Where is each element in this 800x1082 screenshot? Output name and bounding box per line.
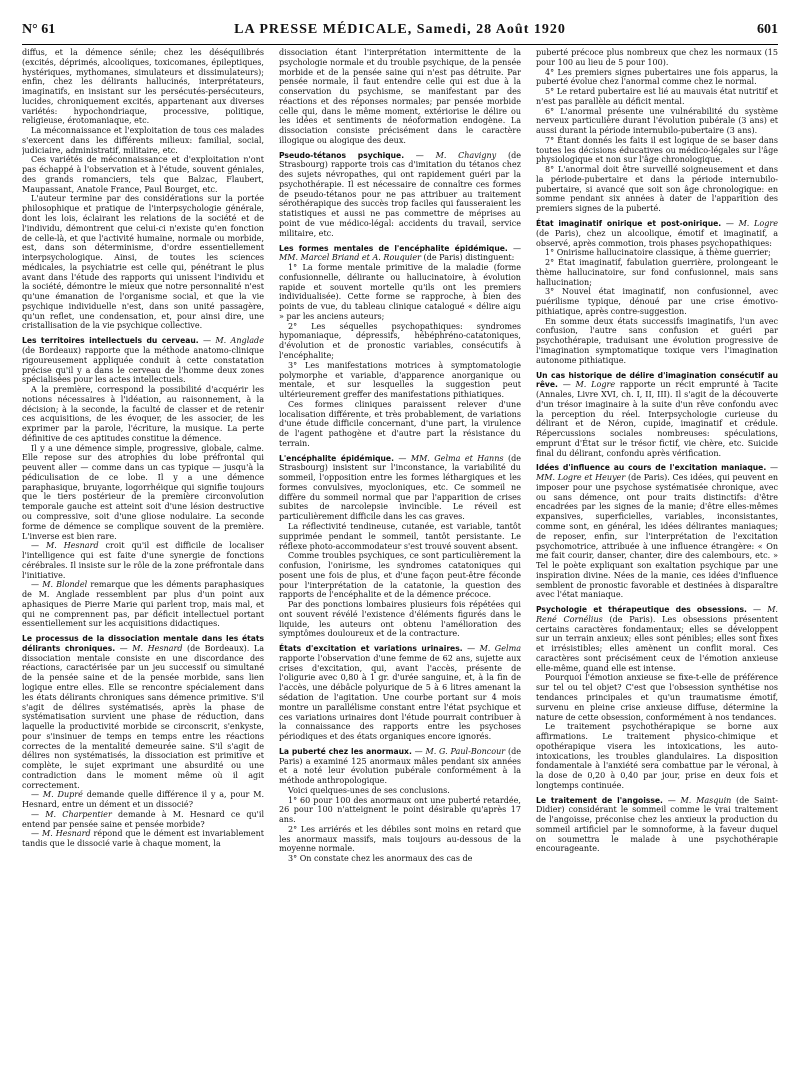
paragraph: 4° Les premiers signes pubertaires une fois apparus, la puberté évolue chez l'anormal comme chez le normal. (536, 67, 778, 87)
section-obsessions: Psychologie et thérapeutique des obsessions. — M. René Cornélius (de Paris). Les obsessions présentent certains caractères fondamentaux; elles se développent sur un terrain anxieux; elles sont pénibles; elles sont fixes et irrésistibles; elles amènent un conflit moral. Ces caractères sont précisément ceux de l'émotion anxieuse elle-même, quand elle est intense. (536, 605, 778, 673)
paragraph: La méconnaissance et l'exploitation de tous ces malades s'exercent dans les différents milieux: familial, social, judiciaire, administratif, militaire, etc. (22, 126, 264, 155)
text: demande à M. Hesnard ce qu'il entend par pensée saine et pensée morbide? (22, 809, 264, 829)
section-author: MM. Gelma et Hanns (410, 453, 504, 463)
text: demande quelle différence il y a, pour M. Hesnard, entre un dément et un dissocié? (22, 790, 264, 810)
section-author: M. Gelma (479, 644, 521, 654)
paragraph: Par des ponctions lombaires plusieurs fois répétées qui ont souvent révélé l'existence d'éléments figurés dans le liquide, les auteurs ont obtenu l'amélioration des symptômes douloureux et de la contracture. (279, 600, 521, 639)
section-author: M. Hesnard (132, 643, 183, 653)
section-author: M. G. Paul-Boncour (425, 746, 506, 756)
page-number: 601 (757, 22, 778, 37)
header-rule (22, 44, 778, 45)
paragraph: Pourquoi l'émotion anxieuse se fixe-t-elle de préférence sur tel ou tel objet? C'est que l'obsession synthétise nos tendances principales et qu'un traumatisme émotif, survenu en pleine crise anxieuse diffuse, détermine la nature de cette obsession, conformément à nos tendances. (536, 673, 778, 722)
paragraph: 5° Le retard pubertaire est lié au mauvais état nutritif et n'est pas parallèle au déficit mental. (536, 87, 778, 106)
paragraph: 3° Les manifestations motrices à symptomatologie polymorphe et variable, d'apparence anorganique ou mentale, et sur lesquelles la suggestion peut ultérieurement greffer des manifestations pithiatiques. (279, 360, 521, 400)
author: M. Charpentier (45, 809, 112, 819)
section-author: M. Masquin (680, 795, 732, 805)
author: M. Blondel (42, 580, 88, 590)
page-header (22, 22, 778, 44)
section-encephalite: L'encéphalite épidémique. — MM. Gelma et Hanns (de Strasbourg) insistent sur l'inconstance, la variabilité du sommeil, l'opposition entre les formes léthargiques et les formes convulsives, myocloniques, etc. Ce sommeil ne diffère du sommeil normal que par l'apparition de crises subites de narcolepsie invincible. Le réveil est particulièrement difficile dans les cas graves. (279, 453, 521, 522)
paragraph: — M. Dupré demande quelle différence il y a, pour M. Hesnard, entre un dément et un dissocié? (22, 790, 264, 810)
paragraph: La réflectivité tendineuse, cutanée, est variable, tantôt supprimée pendant le sommeil, tantôt persistante. Le réflexe photo-accommodateur s'est trouvé souvent absent. (279, 521, 521, 551)
paragraph: Ces variétés de méconnaissance et d'exploitation n'ont pas échappé à l'observation et à l'étude, souvent géniales, des grands romanciers, tels que Balzac, Flaubert, Maupassant, Anatole France, Paul Bourget, etc. (22, 155, 264, 194)
section-author: M. Logre (575, 380, 616, 390)
section-text: (de Strasbourg) rapporte trois cas d'imitation du tétanos chez des sujets névropathes, qui ont rapidement guéri par la psychothérapie. Il est nécessaire de connaître ces formes de pseudo-tétanos pour ne pas attribuer au traitement sérothérapique des succès trop faciles qui fausseraient les statistiques et aussi ne pas commettre de méprises au point de vue médico-légal: accidents du travail, service militaire, etc. (279, 150, 521, 238)
section-author: M. Logre (738, 219, 778, 229)
section-heading: État imaginatif onirique et post-onirique. (536, 219, 722, 229)
author: M. Hesnard (41, 829, 91, 839)
paragraph: — M. Hesnard répond que le dément est invariablement tandis que le dissocié varie à chaque moment, la (22, 829, 264, 849)
section-author: MM. Marcel Briand et A. Rouquier (279, 253, 421, 263)
text: répond que le dément est invariablement tandis que le dissocié varie à chaque moment, la (22, 829, 264, 849)
section-text: (de Strasbourg) insistent sur l'inconstance, la variabilité du sommeil, l'opposition entre les formes léthargiques et les formes convulsives, myocloniques, etc. Ce sommeil ne diffère du sommeil normal que par l'apparition de crises subites de narcolepsie invincible. Le réveil est particulièrement difficile dans les cas graves. (279, 453, 521, 522)
section-author: M. Anglade (215, 336, 264, 346)
section-text: (de Paris) a examiné 125 anormaux mâles pendant six années et a noté leur évolution pubérale conformément à la méthode anthropologique. (279, 746, 521, 786)
column-2 (279, 48, 521, 1078)
section-text: (de Paris) distinguent: (423, 253, 515, 263)
section-author: MM. Logre et Heuyer (536, 473, 626, 483)
section-formes-mentales: Les formes mentales de l'encéphalite épidémique. — MM. Marcel Briand et A. Rouquier (de Paris) distinguent: (279, 243, 521, 263)
paragraph: L'auteur termine par des considérations sur la portée philosophique et pratique de l'interpsychologie générale, dont les lois, éclairant les relations de la société et de l'individu, démontrent que celui-ci n'existe qu'en fonction de celle-là, et que l'activité humaine, normale ou morbide, est, dans son déterminisme, d'ordre essentiellement interpsychologique. Ainsi, de toutes les sciences médicales, la psychiatrie est celle qui, pénétrant le plus avant dans l'étude des rapports qui unissent l'individu et la société, démontre le mieux que notre personnalité n'est qu'une émanation de l'organisme social, et que la vie psychique individuelle n'est, dans son unité passagère, qu'un reflet, une condensation, et, pour ainsi dire, une cristallisation de la vie psychique collective. (22, 194, 264, 331)
paragraph: En somme deux états successifs imaginatifs, l'un avec confusion, l'autre sans confusion et guéri par psychothérapie, traduisant une évolution progressive de l'imagination symptomatique toxique vers l'imagination autonome pithiatique. (536, 316, 778, 365)
paragraph: Il y a une démence simple, progressive, globale, calme. Elle repose sur des atrophies du lobe préfrontal qui peuvent aller — comme dans un cas typique — jusqu'à la pédiculisation de ce lobe. Il y a une démence paraphasique, bruyante, logorrhéique qui signifie toujours que le tiers postérieur de la première circonvolution temporale gauche est atteint soit d'une lésion destructive ou compressive, soit d'une gliose nodulaire. La seconde forme de démence se complique souvent de la première. L'inverse est bien rare. (22, 443, 264, 541)
section-text: (de Bordeaux). La dissociation mentale consiste en une discordance des réactions, caractérisée par un jeu successif ou simultané de la pensée saine et de la pensée morbide, sans lien logique entre elles. Elle se rencontre spécialement dans les états délirants chroniques sans démence primitive. S'il s'agit de délires systématisés, après la phase de systématisation survient une phase de réduction, dans laquelle la productivité morbide se circonscrit, s'enkyste, pour s'insinuer de temps en temps entre les réactions correctes de la mentalité demeurée saine. S'il s'agit de délires non systématisés, la dissociation est primitive et complète, le sujet exprimant une absurdité ou une contradiction dans le moment même où il agit correctement. (22, 643, 264, 790)
paragraph: 1° La forme mentale primitive de la maladie (forme confusionnelle, délirante ou hallucinatoire, à évolution rapide et souvent mortelle qu'ils ont les premiers individualisée). Cette forme se rapproche, à bien des points de vue, du tableau clinique catalogué « délire aigu » par les anciens auteurs; (279, 263, 521, 321)
section-angoisse: Le traitement de l'angoisse. — M. Masquin (de Saint-Didier) considérant le sommeil comme le vrai traitement de l'angoisse, préconise chez les anxieux la production du sommeil artificiel par le somnoforme, à la faveur duquel on soumettra le malade à une psychothérapie encourageante. (536, 795, 778, 854)
paragraph: dissociation étant l'interprétation intermittente de la psychologie normale et du trouble psychique, de la pensée morbide et de la pensée saine qui n'est pas détruite. Par pensée normale, il faut entendre celle qui est due à la conservation du psychisme, se manifestant par des réactions et des réponses normales; par pensée morbide celle qui, dans le même moment, extériorise le délire ou les idées et sentiments de néoformation endogène. La dissociation consiste précisément dans le caractère illogique ou alogique des deux. (279, 48, 521, 145)
article-columns (22, 48, 778, 1078)
section-dissociation: Le processus de la dissociation mentale dans les états délirants chroniques. — M. Hesnard (de Bordeaux). La dissociation mentale consiste en une discordance des réactions, caractérisée par un jeu successif ou simultané de la pensée saine et de la pensée morbide, sans lien logique entre elles. Elle se rencontre spécialement dans les états délirants chroniques sans démence primitive. S'il s'agit de délires systématisés, après la phase de systématisation survient une phase de réduction, dans laquelle la productivité morbide se circonscrit, s'enkyste, pour s'insinuer de temps en temps entre les réactions correctes de la mentalité demeurée saine. S'il s'agit de délires non systématisés, la dissociation est primitive et complète, le sujet exprimant une absurdité ou une contradiction dans le moment même où il agit correctement. (22, 634, 264, 790)
paragraph: 3° Nouvel état imaginatif, non confusionnel, avec puérilisme typique, dénoué par une crise émotivo-pithiatique, après contre-suggestion. (536, 287, 778, 316)
paragraph: — M. Hesnard croit qu'il est difficile de localiser l'intelligence qui est faite d'une synergie de fonctions cérébrales. Il insiste sur le rôle de la zone préfrontale dans l'initiative. (22, 541, 264, 580)
paragraph: Le traitement psychothérapique se borne aux affirmations. Le traitement physico-chimique et opothérapique visera les intoxications, les auto-intoxications, les troubles glandulaires. La disposition fondamentale à l'anxiété sera combattue par le véronal, à la dose de 0,20 à 0,40 par jour, prise en deux fois et longtemps continuée. (536, 722, 778, 790)
paragraph: 8° L'anormal doit être surveillé soigneusement et dans la période-pubertaire et dans la période internubilo-pubertaire, si avancé que soit son âge chronologique: en somme pendant six années à dater de l'apparition des premiers signes de la puberté. (536, 165, 778, 214)
section-territoires: Les territoires intellectuels du cerveau. — M. Anglade (de Bordeaux) rapporte que la méthode anatomo-clinique rigoureusement appliquée conduit à cette constatation précise qu'il y a dans le cerveau de l'homme deux zones spécialisées pour les actes intellectuels. (22, 336, 264, 385)
section-text: rapporte l'observation d'une femme de 62 ans, sujette aux crises d'excitation, qui, avant l'accès, présente de l'oligurie avec 0,80 à 1 gr. d'urée sanguine, et, à la fin de l'accès, une débâcle polyurique de 5 à 6 litres amenant la sédation de l'agitation. Une courbe portant sur 4 mois montre un parallélisme constant entre l'état psychique et ces variations urinaires dont l'étude pourrait contribuer à la connaissance des rapports entre les psychoses périodiques et des états organiques encore ignorés. (279, 653, 521, 742)
paragraph: Ces formes cliniques paraissent relever d'une localisation différente, et très probablement, de variations d'une étude difficile concernant, d'une part, la virulence de l'agent pathogène et d'autre part la résistance du terrain. (279, 399, 521, 448)
section-text: (de Paris), chez un alcoolique, émotif et imaginatif, a observé, après commotion, trois phases psychopathiques: (536, 228, 778, 248)
section-heading: Idées d'influence au cours de l'excitation maniaque. (536, 463, 767, 473)
paragraph: 1° 60 pour 100 des anormaux ont une puberté retardée, 26 pour 100 n'atteignent le point désirable qu'après 17 ans. (279, 795, 521, 825)
section-etat-imaginatif: État imaginatif onirique et post-onirique. — M. Logre (de Paris), chez un alcoolique, émotif et imaginatif, a observé, après commotion, trois phases psychopathiques: (536, 219, 778, 248)
author: M. Dupré (42, 790, 83, 800)
paragraph: 7° Étant donnés les faits il est logique de se baser dans toutes les décisions éducatives ou médico-légales sur l'âge physiologique et non sur l'âge chronologique. (536, 135, 778, 165)
paragraph: diffus, et la démence sénile; chez les déséquilibrés (excités, déprimés, alcooliques, toxicomanes, épileptiques, hystériques, mythomanes, simulateurs et dissimulateurs); enfin, chez les délirants hallucinés, interprétateurs, imaginatifs, en insistant sur les persécutés-persécuteurs, lucides, chroniquement excités, appartenant aux diverses variétés: hypochondriaque, processive, politique, religieuse, érotomaniaque, etc. (22, 48, 264, 126)
section-text: (de Paris). Les obsessions présentent certains caractères fondamentaux; elles se développent sur un terrain anxieux; elles sont pénibles; elles sont fixes et irrésistibles; elles amènent un conflit moral. Ces caractères sont précisément ceux de l'émotion anxieuse elle-même, quand elle est intense. (536, 614, 778, 673)
section-excitation-urinaires: États d'excitation et variations urinaires. — M. Gelma rapporte l'observation d'une femme de 62 ans, sujette aux crises d'excitation, qui, avant l'accès, présente de l'oligurie avec 0,80 à 1 gr. d'urée sanguine, et, à la fin de l'accès, une débâcle polyurique de 5 à 6 litres amenant la sédation de l'agitation. Une courbe portant sur 4 mois montre un parallélisme constant entre l'état psychique et ces variations urinaires dont l'étude pourrait contribuer à la connaissance des rapports entre les psychoses périodiques et des états organiques encore ignorés. (279, 644, 521, 742)
section-heading: Un cas historique de délire d'imagination consécutif au rêve. (536, 370, 778, 390)
paragraph: puberté précoce plus nombreux que chez les normaux (15 pour 100 au lieu de 5 pour 100). (536, 48, 778, 67)
section-heading: Le traitement de l'angoisse. (536, 795, 663, 805)
section-author: M. Chavigny (435, 150, 497, 160)
section-heading: Le processus de la dissociation mentale dans les états délirants chroniques. (22, 634, 264, 653)
section-idees-influence: Idées d'influence au cours de l'excitation maniaque. — MM. Logre et Heuyer (de Paris). Ces idées, qui peuvent en imposer pour une psychose systématisée chronique, avec ou sans démence, ont pour traits distinctifs: d'être encadrées par les signes de la manie; d'être elles-mêmes expansives, superficielles, variables, inconsistantes, comme sont, en général, les idées délirantes maniaques; de reposer, enfin, sur l'interprétation de l'excitation psychomotrice, attribuée à une influence étrangère: « On me fait courir, danser, chanter, dire des calembours, etc. » Tel le poète expliquant son exaltation psychique par une inspiration divine. Nées de la manie, ces idées d'influence semblent de pronostic favorable et destinées à disparaître avec l'état maniaque. (536, 463, 778, 600)
section-heading: Psychologie et thérapeutique des obsessions. (536, 605, 747, 615)
paragraph: Comme troubles psychiques, ce sont particulièrement la confusion, l'onirisme, les syndromes catatoniques qui posent une fois de plus, et d'une façon peut-être féconde pour l'interprétation de la catatonie, la question des rapports de l'encéphalite et de la démence précoce. (279, 551, 521, 600)
journal-title: LA PRESSE MÉDICALE, Samedi, 28 Août 1920 (234, 22, 566, 37)
section-text: (de Paris). Ces idées, qui peuvent en imposer pour une psychose systématisée chronique, avec ou sans démence, ont pour traits distinctifs: d'être encadrées par les signes de la manie; d'être elles-mêmes expansives, superficielles, variables, inconsistantes, comme sont, en général, les idées délirantes maniaques; de reposer, enfin, sur l'interprétation de l'excitation psychomotrice, attribuée à une influence étrangère: « On me fait courir, danser, chanter, dire des calembours, etc. » Tel le poète expliquant son exaltation psychique par une inspiration divine. Nées de la manie, ces idées d'influence semblent de pronostic favorable et destinées à disparaître avec l'état maniaque. (536, 473, 778, 600)
section-text: rapporte un récit emprunté à Tacite (Annales, Livre XVI, ch. I, II, III). Il s'agit de la découverte d'un trésor imaginaire à la suite d'un rêve confondu avec la perception du réel. Interpsychologie curieuse du délirant et de Néron, cupide, imaginatif et crédule. Répercussions sociales nombreuses: spéculations, emprunt d'État sur le trésor fictif, vie chère, etc. Suicide final du délirant, confondu après vérification. (536, 380, 778, 458)
section-heading: Pseudo-tétanos psychique. (279, 150, 405, 160)
paragraph: A la première, correspond la possibilité d'acquérir les notions nécessaires à l'idéation, au raisonnement, à la décision; à la seconde, la faculté de classer et de retenir ces acquisitions, de les évoquer, de les associer, de les exprimer par la parole, l'écriture, la musique. La perte définitive de ces aptitudes constitue la démence. (22, 385, 264, 443)
section-cas-historique: Un cas historique de délire d'imagination consécutif au rêve. — M. Logre rapporte un récit emprunté à Tacite (Annales, Livre XVI, ch. I, II, III). Il s'agit de la découverte d'un trésor imaginaire à la suite d'un rêve confondu avec la perception du réel. Interpsychologie curieuse du délirant et de Néron, cupide, imaginatif et crédule. Répercussions sociales nombreuses: spéculations, emprunt d'État sur le trésor fictif, vie chère, etc. Suicide final du délirant, confondu après vérification. (536, 370, 778, 458)
paragraph: 2° État imaginatif, fabulation guerrière, prolongeant le thème hallucinatoire, sur fond confusionnel, mais sans hallucination; (536, 258, 778, 287)
paragraph: — M. Blondel remarque que les déments paraphasiques de M. Anglade ressemblent par plus d'un point aux aphasiques de Pierre Marie qui parlent trop, mais mal, et qui ne comprennent pas, par déficit intellectuel portant essentiellement sur les acquisitions didactiques. (22, 580, 264, 629)
section-author: M. René Cornélius (536, 605, 778, 624)
section-heading: Les territoires intellectuels du cerveau. (22, 336, 199, 346)
text: croit qu'il est difficile de localiser l'intelligence qui est faite d'une synergie de fonctions cérébrales. Il insiste sur le rôle de la zone préfrontale dans l'initiative. (22, 541, 264, 580)
section-puberte: La puberté chez les anormaux. — M. G. Paul-Boncour (de Paris) a examiné 125 anormaux mâles pendant six années et a noté leur évolution pubérale conformément à la méthode anthropologique. (279, 746, 521, 786)
text: remarque que les déments paraphasiques de M. Anglade ressemblent par plus d'un point aux aphasiques de Pierre Marie qui parlent trop, mais mal, et qui ne comprennent pas, par déficit intellectuel portant essentiellement sur les acquisitions didactiques. (22, 580, 264, 629)
section-heading: L'encéphalite épidémique. (279, 453, 394, 463)
paragraph: 2° Les séquelles psychopathiques: syndromes hypomaniaque, dépressifs, hébéphréno-catatoniques, d'évolution et de pronostic variables, consécutifs à l'encéphalite; (279, 321, 521, 360)
section-pseudo-tetanos: Pseudo-tétanos psychique. — M. Chavigny (de Strasbourg) rapporte trois cas d'imitation du tétanos chez des sujets névropathes, qui ont rapidement guéri par la psychothérapie. Il est nécessaire de connaître ces formes de pseudo-tétanos pour ne pas attribuer au traitement sérothérapique des succès trop faciles qui fausseraient les statistiques et aussi ne pas commettre de méprises au point de vue médico-légal: accidents du travail, service militaire, etc. (279, 150, 521, 238)
paragraph: 1° Onirisme hallucinatoire classique, à thème guerrier; (545, 248, 771, 258)
paragraph: 6° L'anormal présente une vulnérabilité du système nerveux particulière durant l'évolution pubérale (3 ans) et aussi durant la période internubilo-pubertaire (3 ans). (536, 106, 778, 136)
paragraph: — M. Charpentier demande à M. Hesnard ce qu'il entend par pensée saine et pensée morbide? (22, 809, 264, 829)
paragraph: Voici quelques-unes de ses conclusions. (288, 785, 450, 795)
author: M. Hesnard (45, 541, 99, 551)
issue-number: N° 61 (22, 22, 56, 37)
paragraph: 2° Les arriérés et les débiles sont moins en retard que les anormaux massifs, mais toujours au-dessous de la moyenne normale. (279, 824, 521, 854)
paragraph: 3° On constate chez les anormaux des cas de (288, 854, 473, 864)
section-text: (de Bordeaux) rapporte que la méthode anatomo-clinique rigoureusement appliquée conduit à cette constatation précise qu'il y a dans le cerveau de l'homme deux zones spécialisées pour les actes intellectuels. (22, 345, 264, 385)
section-text: (de Saint-Didier) considérant le sommeil comme le vrai traitement de l'angoisse, préconise chez les anxieux la production du sommeil artificiel par le somnoforme, à la faveur duquel on soumettra le malade à une psychothérapie encourageante. (536, 795, 778, 854)
column-3 (536, 48, 778, 1078)
section-heading: États d'excitation et variations urinaires. (279, 644, 463, 654)
section-heading: Les formes mentales de l'encéphalite épidémique. (279, 243, 508, 253)
section-heading: La puberté chez les anormaux. (279, 746, 412, 756)
column-1 (22, 48, 264, 1078)
